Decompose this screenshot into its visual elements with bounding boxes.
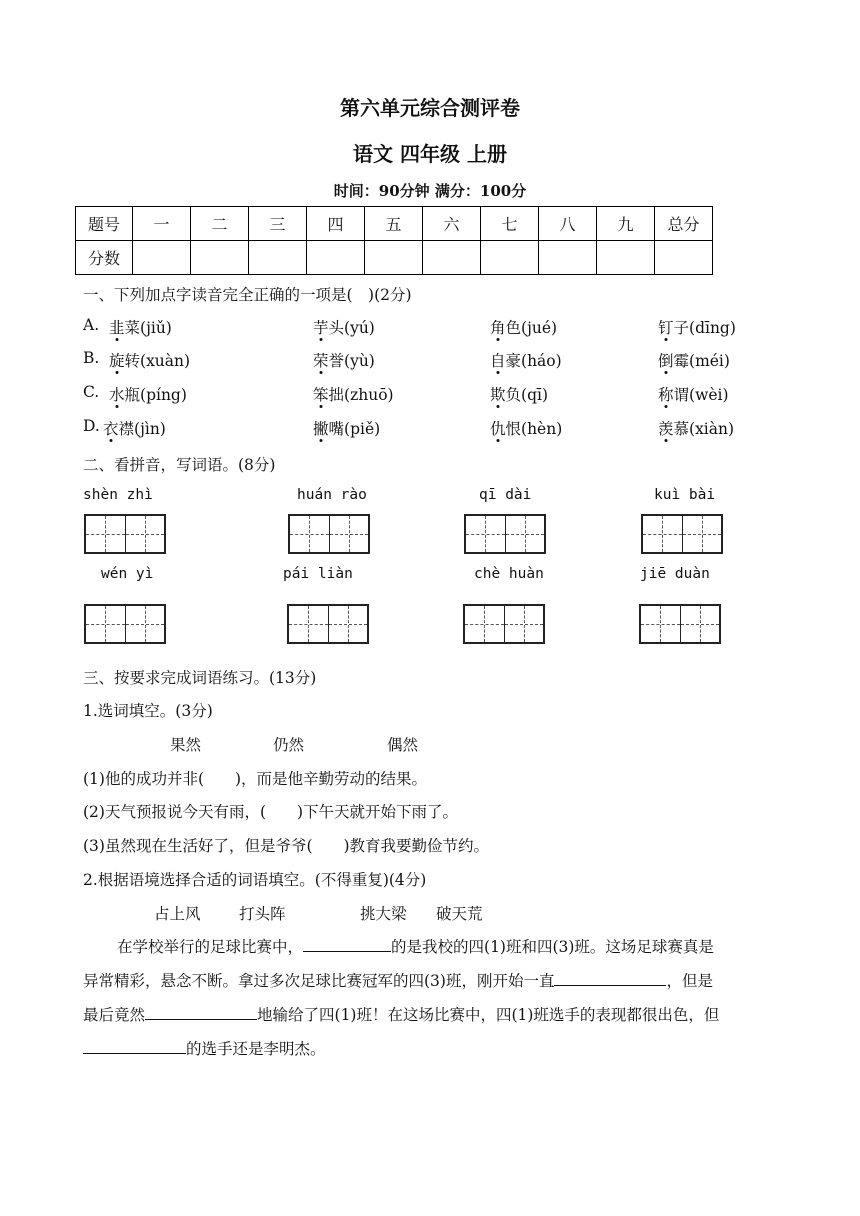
option-text: 色(jué) (505, 319, 558, 337)
dotted-char: 衣 (103, 420, 119, 438)
option-item (109, 383, 187, 405)
score-input-cell[interactable] (249, 241, 307, 275)
score-table-header-row (76, 207, 713, 241)
option-label[interactable]: A. (83, 316, 100, 334)
passage-line (83, 1032, 326, 1066)
pinyin-label: pái liàn (283, 566, 353, 582)
q2-heading: 二、看拼音，写词语。(8分) (83, 456, 276, 474)
sentence-3: (3)虽然现在生活好了，但是爷爷( )教育我要勤俭节约。 (83, 837, 490, 855)
pinyin-label: jiē duàn (640, 566, 710, 582)
option-item (313, 349, 375, 371)
writing-grid[interactable] (463, 604, 545, 644)
passage-text: 的选手还是李明杰。 (186, 1040, 326, 1058)
answer-blank[interactable] (145, 1001, 257, 1020)
option-item (658, 383, 729, 405)
option-text: 负(qī) (505, 386, 548, 404)
dotted-char: 角 (490, 319, 506, 337)
score-input-cell[interactable] (423, 241, 481, 275)
option-text: 拙(zhuō) (328, 386, 394, 404)
option-item (313, 316, 375, 338)
table-cell: 题号 (76, 207, 133, 241)
dotted-char: 倒 (658, 352, 674, 370)
option-text: 霉(méi) (673, 352, 730, 370)
score-input-cell[interactable] (481, 241, 539, 275)
table-cell: 总分 (655, 207, 713, 241)
writing-grid[interactable] (84, 604, 166, 644)
dotted-char: 撇 (313, 420, 329, 438)
sentence-1: (1)他的成功并非( )，而是他辛勤劳动的结果。 (83, 770, 428, 788)
dotted-char: 旋 (109, 352, 125, 370)
dotted-char: 荣 (313, 352, 329, 370)
dotted-char: 水 (109, 386, 125, 404)
option-text: 襟(jìn) (118, 420, 166, 438)
dotted-char: 韭 (109, 319, 125, 337)
option-item (313, 383, 394, 405)
table-cell: 三 (249, 207, 307, 241)
dotted-char: 自 (490, 352, 506, 370)
score-input-cell[interactable] (307, 241, 365, 275)
writing-grid[interactable] (641, 514, 723, 554)
table-cell: 七 (481, 207, 539, 241)
option-item (658, 316, 736, 338)
dotted-char: 笨 (313, 386, 329, 404)
option-text: 嘴(piě) (328, 420, 381, 438)
q3-sub1: 1.选词填空。(3分) (83, 702, 213, 720)
table-cell: 五 (365, 207, 423, 241)
option-item (490, 417, 562, 439)
option-text: 菜(jiǔ) (124, 319, 172, 337)
dotted-char: 仇 (490, 420, 506, 438)
dotted-char: 羡 (658, 420, 674, 438)
writing-grid[interactable] (287, 604, 369, 644)
score-table-score-row (76, 241, 713, 275)
passage-text: 的是我校的四(1)班和四(3)班。这场足球赛真是 (391, 938, 714, 956)
option-text: 转(xuàn) (124, 352, 191, 370)
option-text: 誉(yù) (328, 352, 375, 370)
pinyin-label: qī dài (479, 487, 532, 503)
q3-heading: 三、按要求完成词语练习。(13分) (83, 669, 317, 687)
q1-heading: 一、下列加点字读音完全正确的一项是( )(2分) (83, 286, 412, 304)
writing-grid[interactable] (639, 604, 721, 644)
score-input-cell[interactable] (365, 241, 423, 275)
option-item (109, 316, 172, 338)
dotted-char: 称 (658, 386, 674, 404)
option-item (103, 417, 166, 439)
option-text: 瓶(píng) (124, 386, 187, 404)
passage-line (83, 998, 719, 1032)
table-cell: 九 (597, 207, 655, 241)
word-option: 仍然 (273, 736, 305, 754)
score-input-cell[interactable] (191, 241, 249, 275)
table-cell: 八 (539, 207, 597, 241)
passage-text: 最后竟然 (83, 1006, 146, 1024)
table-cell: 二 (191, 207, 249, 241)
score-input-cell[interactable] (539, 241, 597, 275)
option-item (658, 349, 730, 371)
score-input-cell[interactable] (133, 241, 191, 275)
option-text: 头(yú) (328, 319, 375, 337)
writing-grid[interactable] (464, 514, 546, 554)
score-table (75, 206, 713, 275)
word-option: 挑大梁 (360, 905, 407, 923)
table-cell: 六 (423, 207, 481, 241)
option-text: 慕(xiàn) (673, 420, 735, 438)
table-cell: 分数 (76, 241, 133, 275)
score-input-cell[interactable] (655, 241, 713, 275)
option-item (490, 383, 548, 405)
table-cell: 四 (307, 207, 365, 241)
word-option: 破天荒 (436, 905, 483, 923)
option-text: 谓(wèi) (673, 386, 729, 404)
passage-text: 在学校举行的足球比赛中， (117, 938, 304, 956)
pinyin-label: wén yì (101, 566, 154, 582)
option-label[interactable]: B. (83, 349, 100, 367)
word-option: 打头阵 (239, 905, 286, 923)
option-text: 恨(hèn) (505, 420, 563, 438)
option-item (658, 417, 734, 439)
answer-blank[interactable] (83, 1035, 186, 1054)
passage-text: 地输给了四(1)班！在这场比赛中，四(1)班选手的表现都很出色，但 (257, 1006, 720, 1024)
writing-grid[interactable] (84, 514, 166, 554)
option-item (490, 349, 562, 371)
option-text: 豪(háo) (505, 352, 562, 370)
option-item (109, 349, 190, 371)
passage-text: 异常精彩，悬念不断。拿过多次足球比赛冠军的四(3)班，刚开始一直 (83, 972, 555, 990)
page-title: 第六单元综合测评卷 (340, 96, 520, 120)
q3-sub2: 2.根据语境选择合适的词语填空。(不得重复)(4分) (83, 871, 427, 889)
option-item (313, 417, 380, 439)
passage-line (83, 964, 713, 998)
dotted-char: 芋 (313, 319, 329, 337)
pinyin-label: shèn zhì (83, 487, 153, 503)
passage-text: ，但是 (666, 972, 713, 990)
exam-meta: 时间：90分钟 满分：100分 (333, 182, 527, 200)
pinyin-label: huán rào (297, 487, 367, 503)
sentence-2: (2)天气预报说今天有雨，( )下午天就开始下雨了。 (83, 803, 459, 821)
writing-grid[interactable] (288, 514, 370, 554)
word-option: 偶然 (387, 736, 419, 754)
score-input-cell[interactable] (597, 241, 655, 275)
answer-blank[interactable] (554, 967, 666, 986)
table-cell: 一 (133, 207, 191, 241)
option-label[interactable]: C. (83, 383, 100, 401)
pinyin-label: kuì bài (654, 487, 716, 503)
word-option: 果然 (170, 736, 202, 754)
passage-line (117, 930, 714, 964)
dotted-char: 钉 (658, 319, 674, 337)
pinyin-label: chè huàn (474, 566, 544, 582)
answer-blank[interactable] (303, 933, 391, 952)
option-item (490, 316, 557, 338)
option-label[interactable]: D. (83, 417, 100, 435)
option-text: 子(dīng) (673, 319, 736, 337)
page-subtitle: 语文 四年级 上册 (353, 142, 507, 166)
word-option: 占上风 (154, 905, 201, 923)
dotted-char: 欺 (490, 386, 506, 404)
